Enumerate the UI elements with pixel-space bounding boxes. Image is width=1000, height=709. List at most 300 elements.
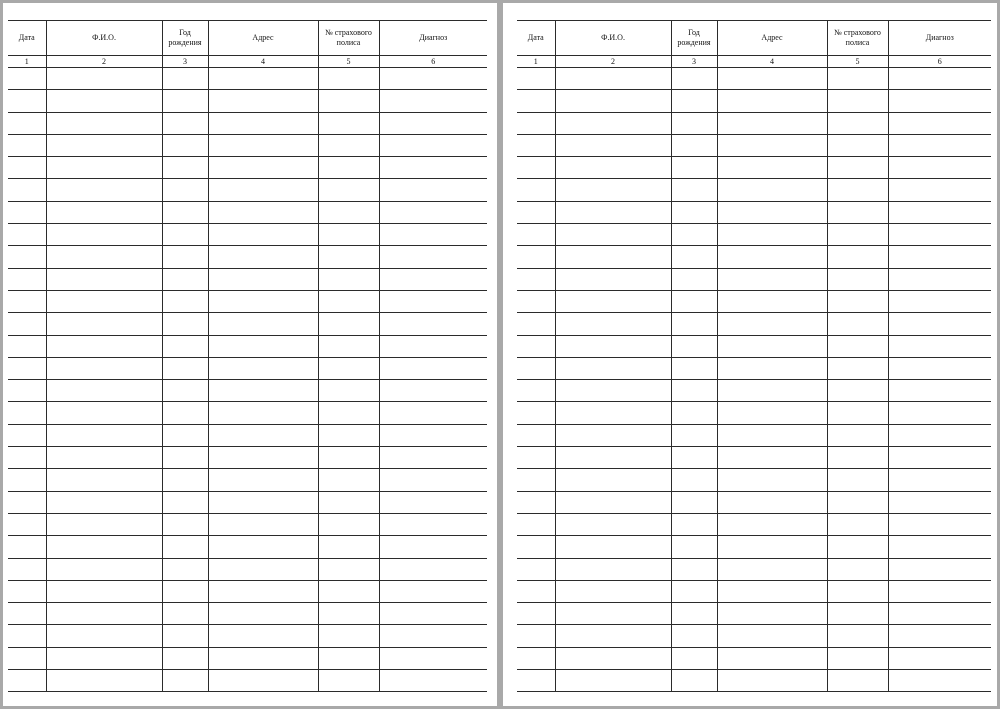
- table-cell: [162, 625, 208, 647]
- table-cell: [8, 424, 46, 446]
- table-row: [8, 558, 487, 580]
- table-cell: [888, 558, 991, 580]
- table-row: [8, 112, 487, 134]
- table-cell: [888, 134, 991, 156]
- table-cell: [208, 603, 318, 625]
- table-cell: [379, 670, 487, 692]
- table-cell: [8, 246, 46, 268]
- table-cell: [888, 112, 991, 134]
- table-cell: [671, 112, 717, 134]
- table-cell: [517, 380, 555, 402]
- table-cell: [208, 536, 318, 558]
- column-header-diagnosis: Диагноз: [379, 21, 487, 56]
- table-cell: [46, 647, 162, 669]
- table-cell: [671, 447, 717, 469]
- table-cell: [46, 90, 162, 112]
- table-cell: [379, 580, 487, 602]
- table-cell: [208, 335, 318, 357]
- table-cell: [379, 224, 487, 246]
- table-cell: [717, 424, 827, 446]
- table-row: [8, 380, 487, 402]
- table-cell: [517, 224, 555, 246]
- table-cell: [555, 580, 671, 602]
- table-cell: [555, 625, 671, 647]
- table-cell: [162, 179, 208, 201]
- table-cell: [555, 357, 671, 379]
- table-cell: [379, 112, 487, 134]
- table-cell: [318, 68, 379, 90]
- table-cell: [46, 224, 162, 246]
- table-cell: [827, 112, 888, 134]
- table-row: [517, 536, 991, 558]
- table-cell: [162, 402, 208, 424]
- table-cell: [46, 290, 162, 312]
- table-cell: [46, 380, 162, 402]
- table-cell: [162, 246, 208, 268]
- table-cell: [517, 335, 555, 357]
- table-row: [8, 201, 487, 223]
- column-number: 2: [555, 56, 671, 68]
- table-cell: [46, 536, 162, 558]
- table-cell: [162, 469, 208, 491]
- table-cell: [517, 157, 555, 179]
- table-cell: [162, 558, 208, 580]
- column-number: 4: [208, 56, 318, 68]
- table-cell: [379, 134, 487, 156]
- table-cell: [46, 68, 162, 90]
- table-cell: [888, 647, 991, 669]
- column-number-row: [8, 56, 487, 68]
- table-cell: [318, 201, 379, 223]
- table-cell: [888, 68, 991, 90]
- table-cell: [671, 513, 717, 535]
- table-cell: [517, 625, 555, 647]
- table-row: [8, 424, 487, 446]
- table-row: [8, 670, 487, 692]
- table-cell: [318, 536, 379, 558]
- table-cell: [379, 402, 487, 424]
- table-cell: [379, 603, 487, 625]
- table-cell: [379, 68, 487, 90]
- table-cell: [208, 179, 318, 201]
- table-cell: [717, 290, 827, 312]
- column-header-date: Дата: [8, 21, 46, 56]
- table-cell: [379, 246, 487, 268]
- column-number: 5: [318, 56, 379, 68]
- table-cell: [717, 558, 827, 580]
- table-cell: [555, 224, 671, 246]
- table-cell: [717, 246, 827, 268]
- table-cell: [46, 491, 162, 513]
- table-cell: [318, 625, 379, 647]
- column-header-address: Адрес: [208, 21, 318, 56]
- table-row: [8, 134, 487, 156]
- table-cell: [162, 380, 208, 402]
- table-cell: [555, 380, 671, 402]
- table-cell: [8, 68, 46, 90]
- column-number: 3: [162, 56, 208, 68]
- column-header-address: Адрес: [717, 21, 827, 56]
- table-cell: [717, 647, 827, 669]
- table-row: [8, 469, 487, 491]
- table-cell: [8, 402, 46, 424]
- table-cell: [46, 424, 162, 446]
- table-cell: [888, 157, 991, 179]
- table-cell: [888, 670, 991, 692]
- table-cell: [717, 134, 827, 156]
- table-row: [517, 179, 991, 201]
- table-row: [8, 246, 487, 268]
- column-number-row: [517, 56, 991, 68]
- right-table-body: [517, 68, 991, 692]
- table-cell: [671, 424, 717, 446]
- column-header-birth-year: Год рождения: [671, 21, 717, 56]
- table-cell: [827, 469, 888, 491]
- table-cell: [888, 290, 991, 312]
- table-cell: [827, 290, 888, 312]
- table-cell: [208, 201, 318, 223]
- table-cell: [162, 536, 208, 558]
- table-cell: [517, 491, 555, 513]
- table-cell: [555, 313, 671, 335]
- table-cell: [46, 335, 162, 357]
- table-cell: [717, 201, 827, 223]
- column-number: 2: [46, 56, 162, 68]
- table-cell: [671, 603, 717, 625]
- table-cell: [827, 357, 888, 379]
- table-cell: [379, 157, 487, 179]
- table-cell: [517, 469, 555, 491]
- column-number: 1: [517, 56, 555, 68]
- table-cell: [555, 90, 671, 112]
- left-journal-table: [8, 20, 487, 692]
- table-cell: [517, 357, 555, 379]
- table-cell: [208, 670, 318, 692]
- table-cell: [8, 580, 46, 602]
- column-header-full-name: Ф.И.О.: [555, 21, 671, 56]
- table-row: [517, 447, 991, 469]
- table-cell: [827, 536, 888, 558]
- table-cell: [8, 201, 46, 223]
- table-row: [517, 402, 991, 424]
- table-cell: [555, 201, 671, 223]
- column-header-policy-number: № страхового полиса: [827, 21, 888, 56]
- table-cell: [671, 558, 717, 580]
- table-cell: [208, 290, 318, 312]
- table-cell: [555, 68, 671, 90]
- table-cell: [671, 290, 717, 312]
- right-page: [503, 3, 997, 706]
- table-cell: [379, 201, 487, 223]
- table-cell: [517, 536, 555, 558]
- table-cell: [888, 90, 991, 112]
- table-cell: [671, 580, 717, 602]
- table-cell: [8, 179, 46, 201]
- table-cell: [827, 179, 888, 201]
- table-cell: [717, 491, 827, 513]
- table-row: [8, 357, 487, 379]
- table-cell: [671, 357, 717, 379]
- table-cell: [318, 603, 379, 625]
- table-cell: [717, 603, 827, 625]
- table-cell: [888, 424, 991, 446]
- table-row: [8, 603, 487, 625]
- table-cell: [8, 313, 46, 335]
- table-cell: [8, 491, 46, 513]
- table-cell: [671, 380, 717, 402]
- table-cell: [517, 313, 555, 335]
- column-header-birth-year: Год рождения: [162, 21, 208, 56]
- table-cell: [8, 224, 46, 246]
- table-cell: [46, 246, 162, 268]
- table-cell: [827, 603, 888, 625]
- table-cell: [162, 424, 208, 446]
- table-cell: [888, 536, 991, 558]
- table-row: [517, 580, 991, 602]
- table-cell: [827, 491, 888, 513]
- table-cell: [8, 335, 46, 357]
- table-cell: [162, 157, 208, 179]
- table-cell: [671, 313, 717, 335]
- table-cell: [208, 558, 318, 580]
- table-cell: [555, 268, 671, 290]
- table-row: [8, 491, 487, 513]
- table-row: [8, 625, 487, 647]
- table-cell: [517, 580, 555, 602]
- table-cell: [46, 580, 162, 602]
- table-cell: [318, 402, 379, 424]
- table-row: [517, 335, 991, 357]
- table-cell: [162, 335, 208, 357]
- table-cell: [318, 90, 379, 112]
- table-cell: [8, 647, 46, 669]
- table-cell: [46, 313, 162, 335]
- table-row: [517, 558, 991, 580]
- table-cell: [162, 224, 208, 246]
- table-cell: [318, 290, 379, 312]
- table-cell: [517, 670, 555, 692]
- table-cell: [888, 580, 991, 602]
- table-cell: [8, 357, 46, 379]
- table-cell: [555, 179, 671, 201]
- table-cell: [162, 580, 208, 602]
- column-number: 4: [717, 56, 827, 68]
- table-cell: [517, 402, 555, 424]
- table-cell: [717, 112, 827, 134]
- table-cell: [888, 335, 991, 357]
- table-cell: [46, 157, 162, 179]
- column-header-date: Дата: [517, 21, 555, 56]
- table-cell: [318, 580, 379, 602]
- table-cell: [555, 134, 671, 156]
- table-cell: [827, 224, 888, 246]
- table-cell: [8, 625, 46, 647]
- table-row: [517, 201, 991, 223]
- table-cell: [555, 558, 671, 580]
- table-cell: [379, 357, 487, 379]
- table-cell: [555, 670, 671, 692]
- table-cell: [379, 335, 487, 357]
- table-cell: [46, 357, 162, 379]
- table-cell: [379, 536, 487, 558]
- table-cell: [46, 402, 162, 424]
- table-cell: [717, 179, 827, 201]
- table-cell: [8, 603, 46, 625]
- table-cell: [318, 179, 379, 201]
- table-row: [517, 134, 991, 156]
- table-row: [517, 603, 991, 625]
- table-cell: [208, 224, 318, 246]
- table-cell: [671, 647, 717, 669]
- table-cell: [717, 357, 827, 379]
- table-cell: [8, 670, 46, 692]
- table-cell: [208, 447, 318, 469]
- table-row: [8, 313, 487, 335]
- table-cell: [162, 90, 208, 112]
- table-cell: [827, 313, 888, 335]
- table-cell: [162, 670, 208, 692]
- table-cell: [888, 491, 991, 513]
- table-cell: [827, 558, 888, 580]
- table-cell: [827, 424, 888, 446]
- table-row: [8, 179, 487, 201]
- table-cell: [46, 603, 162, 625]
- table-cell: [46, 447, 162, 469]
- right-journal-table: [517, 20, 991, 692]
- table-cell: [162, 603, 208, 625]
- table-row: [8, 536, 487, 558]
- table-cell: [379, 469, 487, 491]
- table-cell: [827, 201, 888, 223]
- table-cell: [8, 134, 46, 156]
- table-cell: [162, 112, 208, 134]
- table-cell: [379, 625, 487, 647]
- table-cell: [888, 447, 991, 469]
- table-cell: [671, 68, 717, 90]
- table-cell: [8, 469, 46, 491]
- table-cell: [827, 647, 888, 669]
- table-row: [517, 112, 991, 134]
- table-row: [8, 335, 487, 357]
- table-row: [517, 670, 991, 692]
- table-cell: [46, 134, 162, 156]
- table-row: [517, 625, 991, 647]
- table-row: [8, 68, 487, 90]
- table-row: [517, 357, 991, 379]
- table-cell: [46, 201, 162, 223]
- table-cell: [671, 625, 717, 647]
- table-cell: [379, 447, 487, 469]
- table-cell: [46, 513, 162, 535]
- column-header-policy-number: № страхового полиса: [318, 21, 379, 56]
- column-number: 5: [827, 56, 888, 68]
- table-cell: [318, 670, 379, 692]
- table-cell: [318, 134, 379, 156]
- table-cell: [517, 201, 555, 223]
- table-cell: [517, 290, 555, 312]
- column-number: 6: [888, 56, 991, 68]
- table-cell: [717, 90, 827, 112]
- table-cell: [717, 224, 827, 246]
- table-cell: [379, 179, 487, 201]
- table-cell: [318, 112, 379, 134]
- table-cell: [318, 224, 379, 246]
- table-cell: [888, 625, 991, 647]
- table-cell: [318, 513, 379, 535]
- table-cell: [517, 513, 555, 535]
- table-cell: [888, 268, 991, 290]
- table-cell: [555, 402, 671, 424]
- table-cell: [671, 402, 717, 424]
- table-cell: [888, 469, 991, 491]
- table-cell: [671, 246, 717, 268]
- table-cell: [717, 157, 827, 179]
- table-cell: [671, 268, 717, 290]
- table-cell: [827, 335, 888, 357]
- table-row: [8, 157, 487, 179]
- table-cell: [671, 335, 717, 357]
- column-header-full-name: Ф.И.О.: [46, 21, 162, 56]
- table-cell: [717, 335, 827, 357]
- table-cell: [162, 313, 208, 335]
- table-cell: [888, 179, 991, 201]
- table-cell: [318, 424, 379, 446]
- table-row: [8, 224, 487, 246]
- table-cell: [162, 290, 208, 312]
- table-row: [517, 491, 991, 513]
- table-cell: [208, 424, 318, 446]
- table-cell: [671, 670, 717, 692]
- table-cell: [208, 380, 318, 402]
- table-cell: [8, 112, 46, 134]
- table-cell: [717, 513, 827, 535]
- table-cell: [379, 313, 487, 335]
- table-cell: [208, 246, 318, 268]
- table-cell: [318, 469, 379, 491]
- table-cell: [318, 380, 379, 402]
- table-cell: [208, 90, 318, 112]
- table-cell: [208, 357, 318, 379]
- table-cell: [379, 90, 487, 112]
- table-cell: [208, 112, 318, 134]
- table-cell: [8, 90, 46, 112]
- table-cell: [379, 380, 487, 402]
- column-header-diagnosis: Диагноз: [888, 21, 991, 56]
- table-cell: [671, 90, 717, 112]
- table-cell: [827, 513, 888, 535]
- table-cell: [379, 558, 487, 580]
- table-cell: [717, 313, 827, 335]
- column-number: 6: [379, 56, 487, 68]
- table-cell: [162, 447, 208, 469]
- table-row: [517, 290, 991, 312]
- table-cell: [318, 157, 379, 179]
- table-cell: [318, 647, 379, 669]
- table-cell: [8, 447, 46, 469]
- table-cell: [162, 647, 208, 669]
- table-row: [517, 647, 991, 669]
- table-cell: [827, 580, 888, 602]
- table-cell: [8, 157, 46, 179]
- table-cell: [555, 112, 671, 134]
- table-cell: [888, 357, 991, 379]
- table-cell: [555, 424, 671, 446]
- table-cell: [162, 268, 208, 290]
- table-cell: [379, 268, 487, 290]
- table-cell: [671, 179, 717, 201]
- table-cell: [671, 224, 717, 246]
- table-cell: [517, 447, 555, 469]
